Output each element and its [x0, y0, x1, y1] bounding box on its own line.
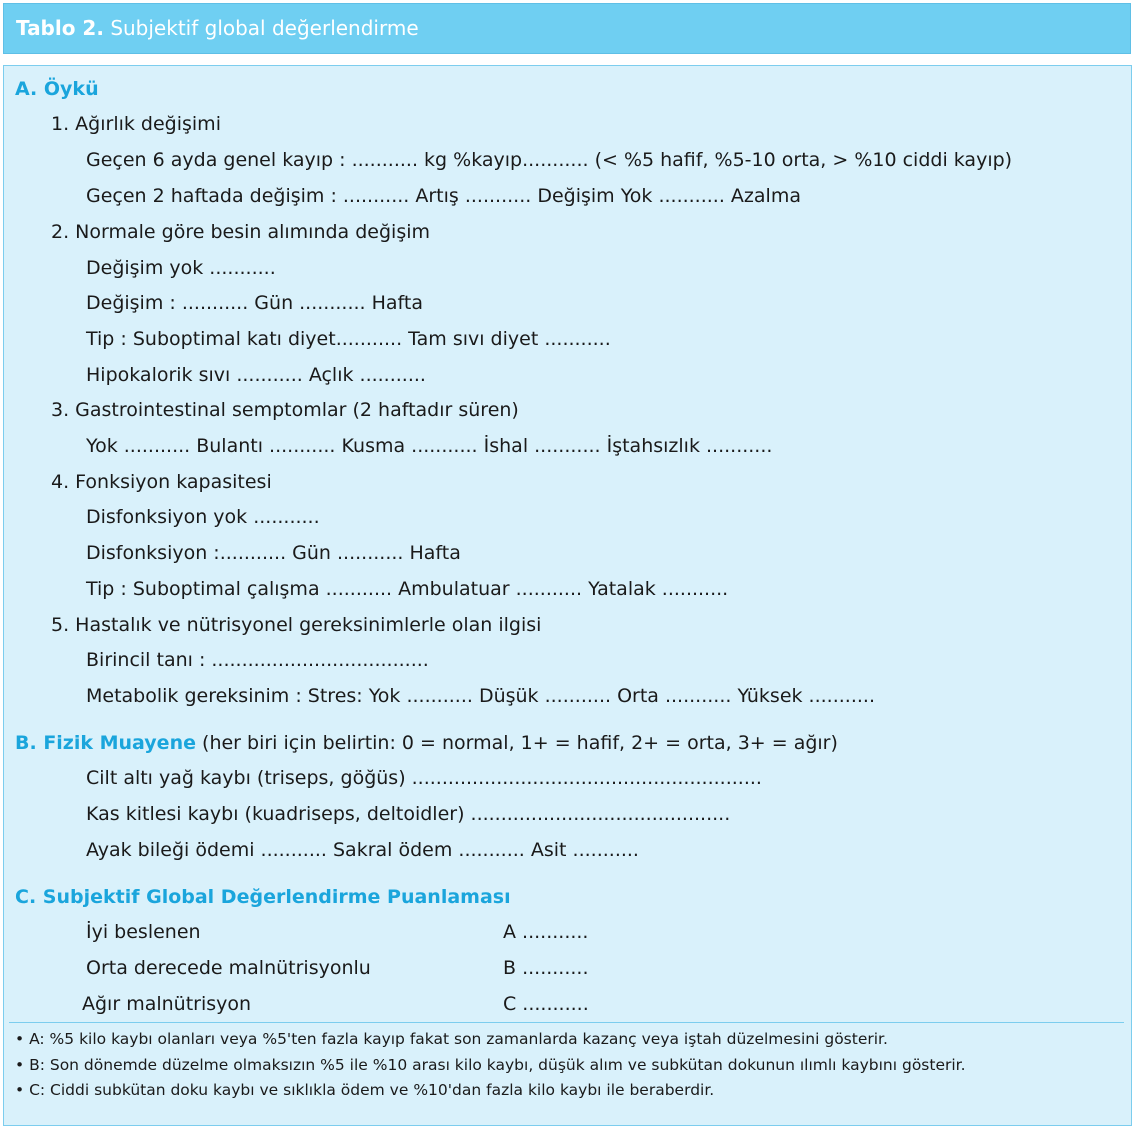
- section-a-heading: A. Öykü: [15, 78, 99, 100]
- footnote-b: • B: Son dönemde düzelme olmaksızın %5 ile %10 arası kilo kaybı, düşük alım ve subkütan dokunun ılımlı kaybını gösterir.: [15, 1056, 966, 1074]
- line-dysfunction-type: Tip : Suboptimal çalışma ........... Ambulatuar ........... Yatalak ...........: [86, 578, 729, 600]
- section-b-heading: B. Fizik Muayene: [15, 732, 196, 754]
- line-edema: Ayak bileği ödemi ........... Sakral ödem ........... Asit ...........: [86, 839, 639, 861]
- score-grade-b: B ...........: [503, 957, 589, 979]
- line-no-change: Değişim yok ...........: [86, 257, 276, 279]
- table-body: [3, 65, 1132, 1126]
- line-dysfunction-duration: Disfonksiyon :........... Gün ........... Hafta: [86, 542, 461, 564]
- item-gi-symptoms: 3. Gastrointestinal semptomlar (2 haftadır süren): [51, 399, 519, 421]
- line-6-month-loss: Geçen 6 ayda genel kayıp : ........... kg %kayıp........... (< %5 hafif, %5-10 orta, > %10 ciddi kayıp): [86, 149, 1013, 171]
- line-subcutaneous-fat: Cilt altı yağ kaybı (triseps, göğüs) ..........................................................: [86, 767, 762, 789]
- line-diet-type: Tip : Suboptimal katı diyet........... Tam sıvı diyet ...........: [86, 328, 611, 350]
- line-primary-diagnosis: Birincil tanı : ....................................: [86, 649, 429, 671]
- line-change-duration: Değişim : ........... Gün ........... Hafta: [86, 292, 423, 314]
- line-hypocaloric: Hipokalorik sıvı ........... Açlık ...........: [86, 364, 426, 386]
- table-title-text: Subjektif global değerlendirme: [110, 16, 419, 40]
- item-intake-change: 2. Normale göre besin alımında değişim: [51, 221, 431, 243]
- notes-divider: [9, 1022, 1124, 1023]
- line-2-week-change: Geçen 2 haftada değişim : ........... Artış ........... Değişim Yok ........... Azalma: [86, 185, 801, 207]
- table-title: [16, 16, 419, 40]
- line-metabolic-demand: Metabolik gereksinim : Stres: Yok ........... Düşük ........... Orta ........... Yüksek ...........: [86, 685, 875, 707]
- table-title-bar: [3, 3, 1131, 54]
- section-c-heading: C. Subjektif Global Değerlendirme Puanlaması: [15, 886, 511, 908]
- section-b-note: (her biri için belirtin: 0 = normal, 1+ = hafif, 2+ = orta, 3+ = ağır): [202, 732, 838, 754]
- line-no-dysfunction: Disfonksiyon yok ...........: [86, 506, 320, 528]
- score-grade-c: C ...........: [503, 993, 589, 1015]
- item-weight-change: 1. Ağırlık değişimi: [51, 113, 221, 135]
- score-label-b: Orta derecede malnütrisyonlu: [86, 957, 371, 979]
- score-label-a: İyi beslenen: [86, 921, 201, 943]
- score-grade-a: A ...........: [503, 921, 589, 943]
- score-label-c: Ağır malnütrisyon: [82, 993, 252, 1015]
- section-b-row: [15, 732, 838, 754]
- line-symptoms: Yok ........... Bulantı ........... Kusma ........... İshal ........... İştahsızlık ...........: [86, 435, 773, 457]
- table-number: Tablo 2.: [16, 16, 104, 40]
- line-muscle-mass: Kas kitlesi kaybı (kuadriseps, deltoidler) ...........................................: [86, 803, 731, 825]
- item-functional-capacity: 4. Fonksiyon kapasitesi: [51, 471, 272, 493]
- item-disease-relation: 5. Hastalık ve nütrisyonel gereksinimlerle olan ilgisi: [51, 614, 542, 636]
- footnote-c: • C: Ciddi subkütan doku kaybı ve sıklıkla ödem ve %10'dan fazla kilo kaybı ile beraberdir.: [15, 1081, 715, 1099]
- footnote-a: • A: %5 kilo kaybı olanları veya %5'ten fazla kayıp fakat son zamanlarda kazanç veya iştah düzelmesini gösterir.: [15, 1030, 888, 1048]
